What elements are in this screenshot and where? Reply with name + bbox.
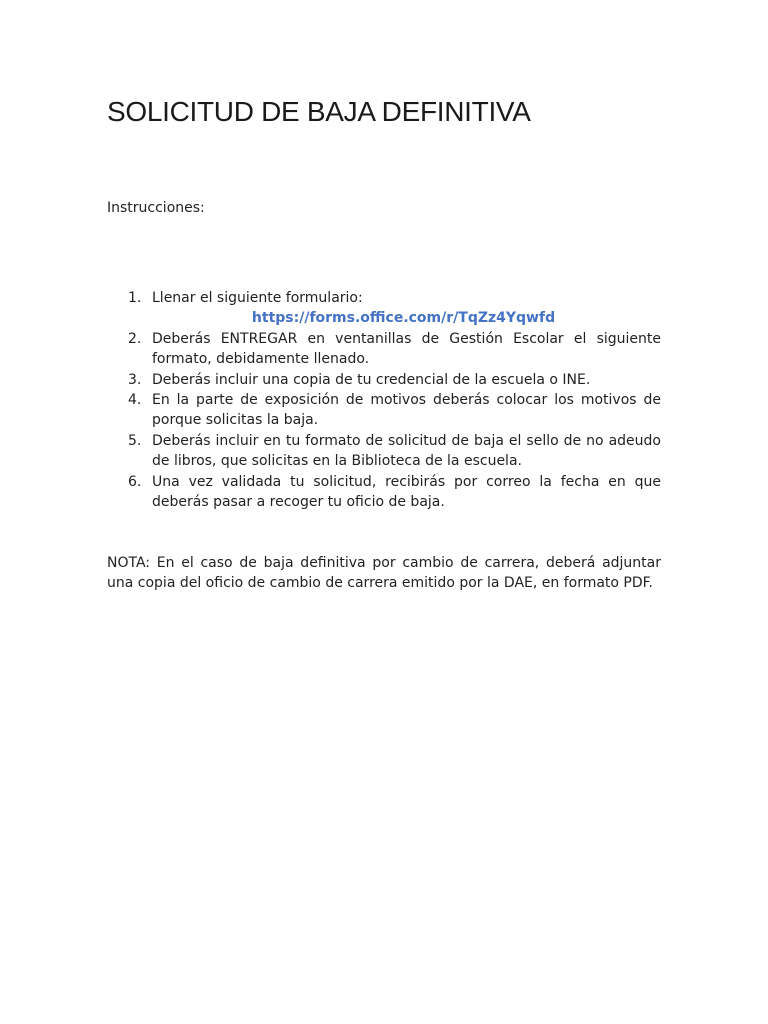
step-number: 5.: [128, 432, 142, 449]
step-number: 1.: [128, 290, 142, 306]
step-number: 4.: [128, 392, 142, 409]
step-text: Deberás incluir una copia de tu credencial de la escuela o INE.: [152, 371, 591, 388]
step-text: En la parte de exposición de motivos deberás colocar los motivos de porque solicitas la baja.: [152, 392, 661, 429]
list-item: [107, 370, 661, 390]
list-item: [107, 329, 661, 370]
step-number: 6.: [128, 473, 142, 490]
step-number: 2.: [128, 330, 142, 347]
list-item: [107, 390, 661, 431]
note-paragraph: NOTA: En el caso de baja definitiva por cambio de carrera, deberá adjuntar una copia del oficio de cambio de carrera emitido por la DAE, en formato PDF.: [107, 555, 661, 592]
instructions-label: Instrucciones:: [107, 200, 205, 216]
step-text: Una vez validada tu solicitud, recibirás por correo la fecha en que deberás pasar a recoger tu oficio de baja.: [152, 473, 661, 511]
list-item: [107, 431, 661, 472]
list-item: [107, 288, 661, 329]
instructions-list: [107, 288, 661, 512]
step-text: Deberás ENTREGAR en ventanillas de Gestión Escolar el siguiente formato, debidamente llenado.: [152, 330, 661, 368]
step-number: 3.: [128, 371, 142, 388]
form-link[interactable]: https://forms.office.com/r/TqZz4Yqwfd: [251, 310, 556, 327]
step-text: Llenar el siguiente formulario:: [152, 290, 363, 306]
list-item: [107, 472, 661, 513]
document-title: SOLICITUD DE BAJA DEFINITIVA: [107, 96, 531, 127]
step-text: Deberás incluir en tu formato de solicitud de baja el sello de no adeudo de libros, que solicitas en la Biblioteca de la escuela.: [152, 432, 661, 470]
